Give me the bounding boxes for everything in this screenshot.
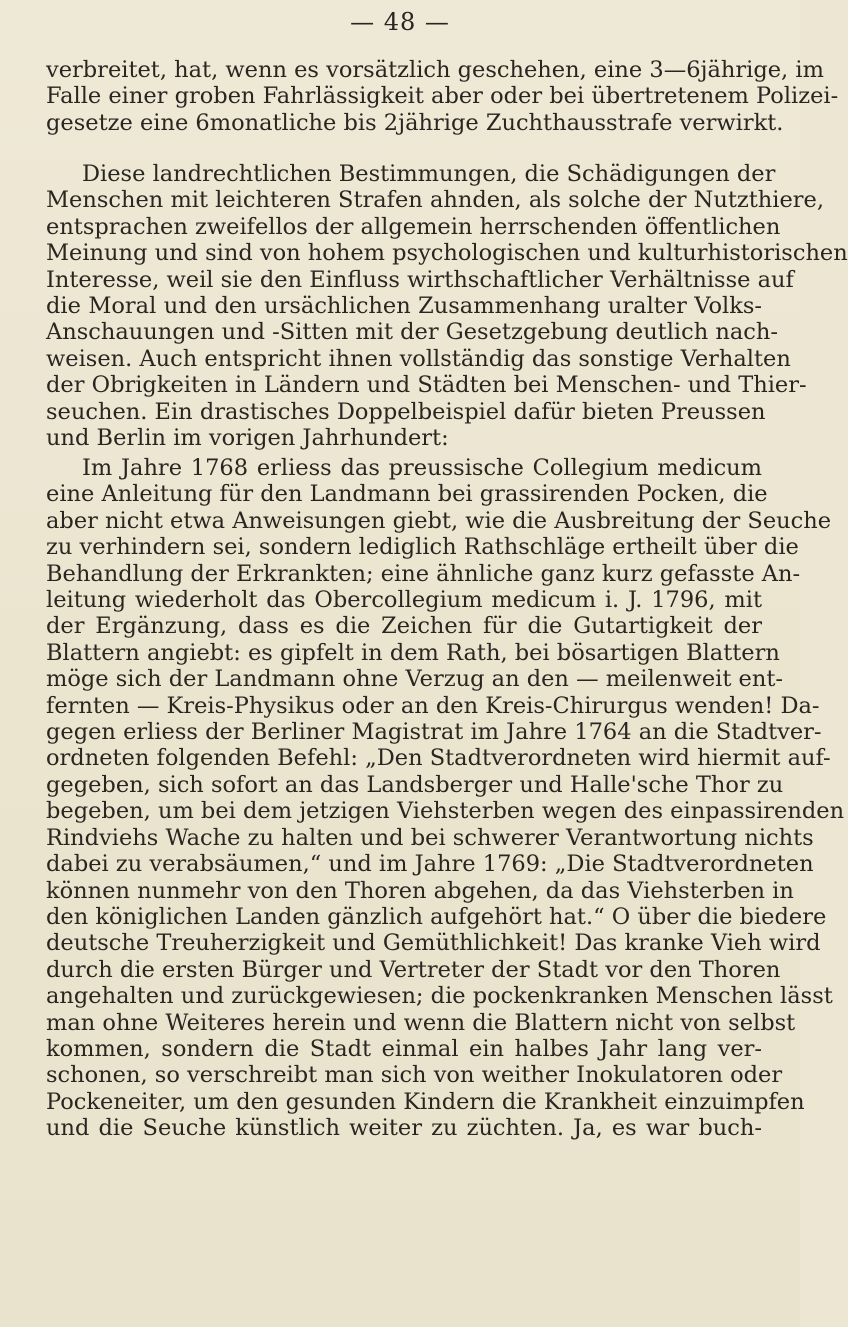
text-line: eine Anleitung für den Landmann bei grassirenden Pocken, die (46, 481, 768, 508)
text-line: fernten — Kreis-Physikus oder an den Kreis-Chirurgus wenden! Da- (46, 692, 820, 719)
text-line: zu verhindern sei, sondern lediglich Rathschläge ertheilt über die (46, 534, 799, 561)
paragraph-3 (46, 455, 845, 1142)
text-line: kommen, sondern die Stadt einmal ein halbes Jahr lang ver- (46, 1035, 762, 1062)
text-line: Blattern angiebt: es gipfelt in dem Rath, bei bösartigen Blattern (46, 639, 780, 666)
text-line: verbreitet, hat, wenn es vorsätzlich geschehen, eine 3—6jährige, im (46, 57, 824, 83)
text-line: deutsche Treuherzigkeit und Gemüthlichkeit! Das kranke Vieh wird (46, 930, 821, 957)
text-line: der Ergänzung, dass es die Zeichen für die Gutartigkeit der (46, 613, 762, 640)
paragraph-2 (46, 161, 848, 452)
text-line: die Moral und den ursächlichen Zusammenhang uralter Volks- (46, 293, 762, 320)
text-line: aber nicht etwa Anweisungen giebt, wie die Ausbreitung der Seuche (46, 507, 832, 534)
text-line: der Obrigkeiten in Ländern und Städten bei Menschen- und Thier- (46, 372, 807, 399)
text-line: Falle einer groben Fahrlässigkeit aber oder bei übertretenem Polizei- (46, 83, 839, 110)
text-line: schonen, so verschreibt man sich von weither Inokulatoren oder (46, 1062, 783, 1089)
text-line: möge sich der Landmann ohne Verzug an den — meilenweit ent- (46, 666, 783, 693)
text-line: gegen erliess der Berliner Magistrat im Jahre 1764 an die Stadtver- (46, 719, 822, 746)
text-line: begeben, um bei dem jetzigen Viehsterben wegen des einpassirenden (46, 798, 845, 825)
text-line: durch die ersten Bürger und Vertreter der Stadt vor den Thoren (46, 956, 781, 983)
text-line: Anschauungen und -Sitten mit der Gesetzgebung deutlich nach- (46, 319, 778, 346)
text-line: und die Seuche künstlich weiter zu züchten. Ja, es war buch- (46, 1115, 762, 1142)
text-line: leitung wiederholt das Obercollegium medicum i. J. 1796, mit (46, 587, 762, 614)
text-line: angehalten und zurückgewiesen; die pockenkranken Menschen lässt (46, 983, 833, 1010)
text-line: man ohne Weiteres herein und wenn die Blattern nicht von selbst (46, 1009, 796, 1036)
text-line: ordneten folgenden Befehl: „Den Stadtverordneten wird hiermit auf- (46, 745, 831, 772)
text-line: Menschen mit leichteren Strafen ahnden, als solche der Nutzthiere, (46, 187, 824, 214)
text-line: Meinung und sind von hohem psychologischen und kulturhistorischen (46, 240, 848, 267)
text-line: Rindviehs Wache zu halten und bei schwerer Verantwortung nichts (46, 824, 814, 851)
text-line: seuchen. Ein drastisches Doppelbeispiel dafür bieten Preussen (46, 398, 766, 425)
text-line: Im Jahre 1768 erliess das preussische Collegium medicum (82, 455, 762, 481)
text-line: Pockeneiter, um den gesunden Kindern die Krankheit einzuimpfen (46, 1088, 805, 1115)
text-line: Behandlung der Erkrankten; eine ähnliche ganz kurz gefasste An- (46, 560, 801, 587)
text-line: können nunmehr von den Thoren abgehen, da das Viehsterben in (46, 877, 794, 904)
text-line: Interesse, weil sie den Einfluss wirthschaftlicher Verhältnisse auf (46, 266, 794, 293)
page-number: — 48 — (350, 8, 450, 36)
text-line: den königlichen Landen gänzlich aufgehört hat.“ O über die biedere (46, 903, 827, 930)
text-line: weisen. Auch entspricht ihnen vollständig das sonstige Verhalten (46, 345, 791, 372)
text-line: Diese landrechtlichen Bestimmungen, die Schädigungen der (82, 161, 776, 187)
text-line: entsprachen zweifellos der allgemein herrschenden öffentlichen (46, 213, 781, 240)
paragraph-1 (46, 57, 839, 136)
text-line: gegeben, sich sofort an das Landsberger und Halle'sche Thor zu (46, 771, 784, 798)
text-line: und Berlin im vorigen Jahrhundert: (46, 425, 449, 452)
text-line: dabei zu verabsäumen,“ und im Jahre 1769: „Die Stadtverordneten (46, 851, 814, 878)
text-line: gesetze eine 6monatliche bis 2jährige Zuchthausstrafe verwirkt. (46, 109, 784, 136)
